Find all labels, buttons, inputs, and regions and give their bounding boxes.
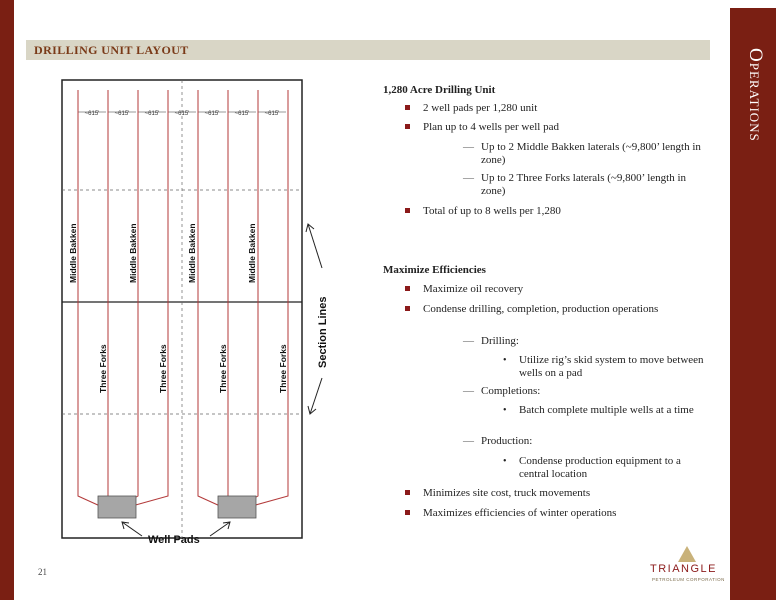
company-logo (648, 546, 726, 590)
left-pad-laterals (78, 90, 168, 506)
bullet-item: Maximize oil recovery (423, 283, 703, 296)
left-accent-bar (0, 0, 14, 600)
section-arrow-up (308, 224, 322, 268)
sub-bullet-item: — Production: (481, 435, 711, 448)
formation-label-three-forks: Three Forks (278, 344, 288, 393)
logo-name: TRIANGLE (650, 563, 718, 575)
lateral-line (252, 90, 288, 506)
lateral-line (198, 90, 220, 506)
right-pad-laterals (198, 90, 288, 506)
lateral-line (132, 90, 168, 506)
section-lines-label: Section Lines (317, 296, 329, 368)
pad-arrow-right (210, 522, 230, 536)
sub-bullet-item: — Completions: (481, 385, 711, 398)
well-pad-right (218, 496, 256, 518)
well-pads-label: Well Pads (148, 534, 200, 546)
spacing-label: ~615' (114, 111, 130, 117)
spacing-label: ~615' (264, 111, 280, 117)
lateral-line (228, 90, 230, 506)
formation-label-three-forks: Three Forks (98, 344, 108, 393)
sub-bullet-item: — Drilling: (481, 335, 711, 348)
spacing-label: ~615' (234, 111, 250, 117)
lateral-line (240, 90, 258, 506)
efficiency-heading: Maximize Efficiencies (383, 264, 486, 276)
spacing-row (78, 111, 286, 117)
detail-item: • Batch complete multiple wells at a time (519, 404, 709, 417)
lateral-line (78, 90, 100, 506)
well-pad-left (98, 496, 136, 518)
unit-heading: 1,280 Acre Drilling Unit (383, 84, 496, 96)
spacing-label: ~615' (144, 111, 160, 117)
logo-subtitle: PETROLEUM CORPORATION (652, 577, 725, 582)
sub-bullet-item: — Up to 2 Three Forks laterals (~9,800’ length in zone) (481, 172, 711, 198)
spacing-label: ~615' (204, 111, 220, 117)
section-arrow-down (310, 378, 322, 414)
section-banner (26, 40, 710, 60)
page-number: 21 (38, 567, 47, 577)
formation-label-middle-bakken: Middle Bakken (187, 223, 197, 283)
bullet-item: Minimizes site cost, truck movements (423, 487, 703, 500)
bullet-item: 2 well pads per 1,280 unit (423, 102, 703, 115)
sub-bullet-item: — Up to 2 Middle Bakken laterals (~9,800’ length in zone) (481, 141, 711, 167)
formation-label-three-forks: Three Forks (218, 344, 228, 393)
formation-label-middle-bakken: Middle Bakken (68, 223, 78, 283)
pad-arrow-left (122, 522, 142, 536)
side-title: Operations (745, 48, 766, 142)
formation-label-three-forks: Three Forks (158, 344, 168, 393)
bullet-item: Plan up to 4 wells per well pad (423, 121, 703, 134)
diagram-svg (60, 78, 350, 558)
spacing-label: ~615' (174, 111, 190, 117)
bullet-item: Total of up to 8 wells per 1,280 (423, 205, 703, 218)
detail-item: • Condense production equipment to a central location (519, 455, 709, 481)
spacing-label: ~615' (84, 111, 100, 117)
formation-label-middle-bakken: Middle Bakken (247, 223, 257, 283)
formation-label-middle-bakken: Middle Bakken (128, 223, 138, 283)
detail-item: • Utilize rig’s skid system to move between wells on a pad (519, 354, 709, 380)
bullet-item: Maximizes efficiencies of winter operations (423, 507, 703, 520)
right-accent-bar (730, 8, 776, 600)
section-title: DRILLING UNIT LAYOUT (34, 43, 189, 57)
lateral-line (120, 90, 138, 506)
triangle-logo-icon (678, 546, 696, 562)
lateral-line (108, 90, 110, 506)
drilling-unit-diagram (60, 78, 350, 563)
bullet-item: Condense drilling, completion, production operations (423, 303, 703, 316)
